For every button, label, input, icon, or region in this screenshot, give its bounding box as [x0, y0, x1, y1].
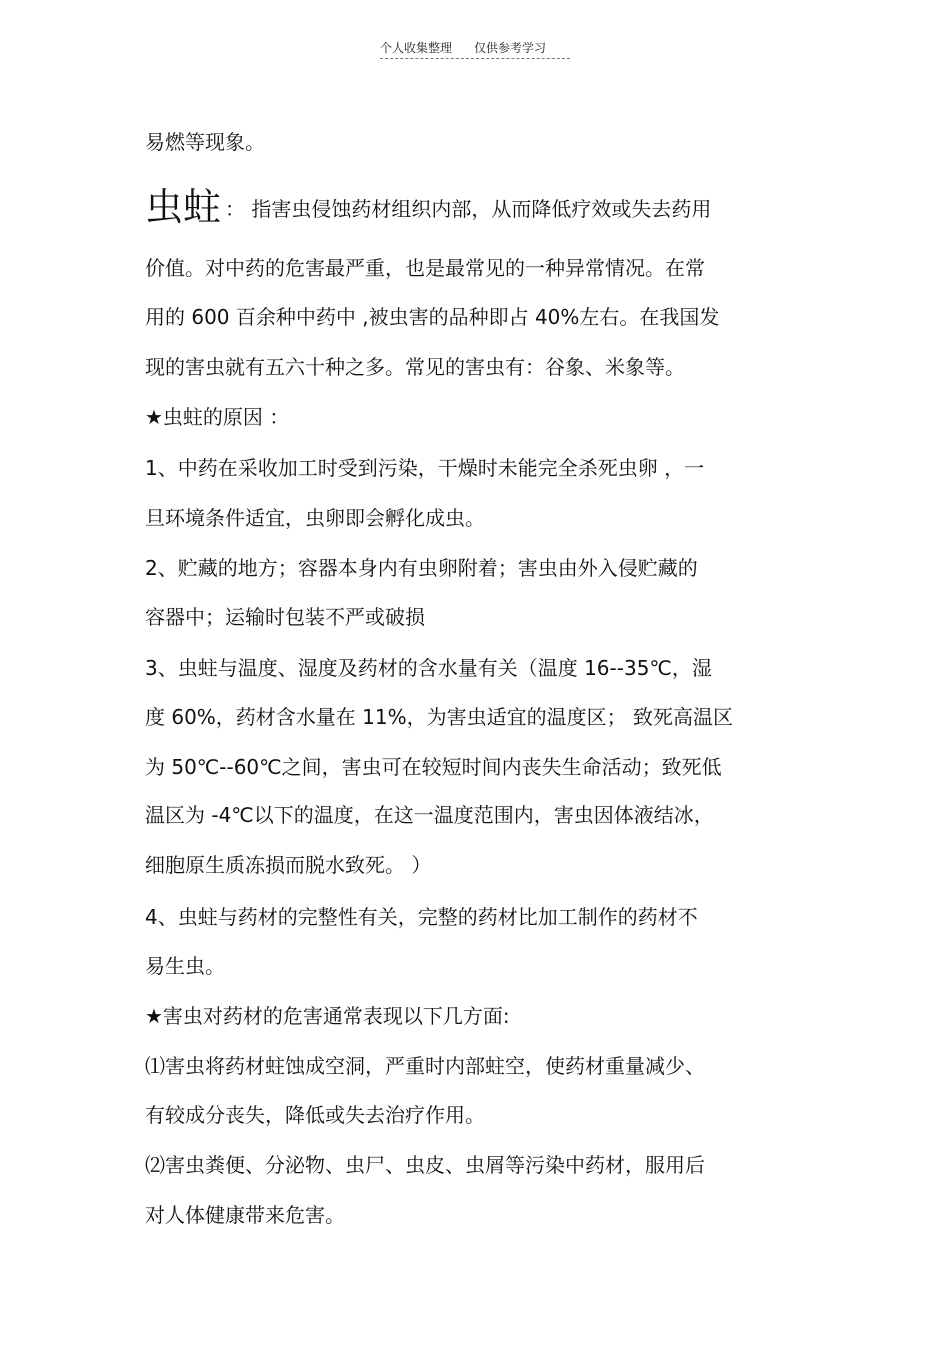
text-line-5: 现的害虫就有五六十种之多。常见的害虫有：谷象、米象等。 [145, 355, 685, 379]
text-line-4: 用的 600 百余种中药中 ,被虫害的品种即占 40%左右。在我国发 [145, 305, 720, 329]
text-line-1: 易燃等现象。 [145, 130, 265, 154]
text-line-9: 2、贮藏的地方；容器本身内有虫卵附着；害虫由外入侵贮藏的 [145, 556, 698, 580]
header-right-text: 仅供参考学习 [474, 41, 547, 55]
text-line-21: ⑵害虫粪便、分泌物、虫尸、虫皮、虫屑等污染中药材，服用后 [145, 1153, 705, 1177]
text-line-8: 旦环境条件适宜，虫卵即会孵化成虫。 [145, 506, 485, 530]
text-line-14: 温区为 -4℃以下的温度，在这一温度范围内，害虫因体液结冰， [145, 803, 714, 827]
text-line-22: 对人体健康带来危害。 [145, 1203, 345, 1227]
text-line-20: 有较成分丧失，降低或失去治疗作用。 [145, 1103, 485, 1127]
text-line-16: 4、虫蛀与药材的完整性有关，完整的药材比加工制作的药材不 [145, 905, 698, 929]
section-heading-harm: ★害虫对药材的危害通常表现以下几方面: [145, 1004, 510, 1028]
text-line-2 [145, 186, 711, 228]
term-heading: 虫蛀 [145, 185, 222, 229]
text-line-17: 易生虫。 [145, 954, 225, 978]
header-left-text: 个人收集整理 [380, 41, 453, 55]
text-line-15: 细胞原生质冻损而脱水致死。 ） [145, 853, 432, 877]
text-line-19: ⑴害虫将药材蛀蚀成空洞，严重时内部蛀空，使药材重量减少、 [145, 1054, 705, 1078]
text-line-12: 度 60%，药材含水量在 11%，为害虫适宜的温度区； 致死高温区 [145, 705, 733, 729]
text-line-13: 为 50℃--60℃之间，害虫可在较短时间内丧失生命活动；致死低 [145, 755, 722, 779]
text-line-7: 1、中药在采收加工时受到污染，干燥时未能完全杀死虫卵 ，一 [145, 456, 705, 480]
text-line-11: 3、虫蛀与温度、湿度及药材的含水量有关（温度 16--35℃，湿 [145, 656, 712, 680]
text-line-3: 价值。对中药的危害最严重，也是最常见的一种异常情况。在常 [145, 256, 705, 280]
page-header [380, 40, 570, 59]
term-definition: ： 指害虫侵蚀药材组织内部，从而降低疗效或失去药用 [225, 197, 712, 221]
text-line-10: 容器中；运输时包装不严或破损 [145, 605, 425, 629]
section-heading-causes: ★虫蛀的原因 ： [145, 405, 290, 429]
